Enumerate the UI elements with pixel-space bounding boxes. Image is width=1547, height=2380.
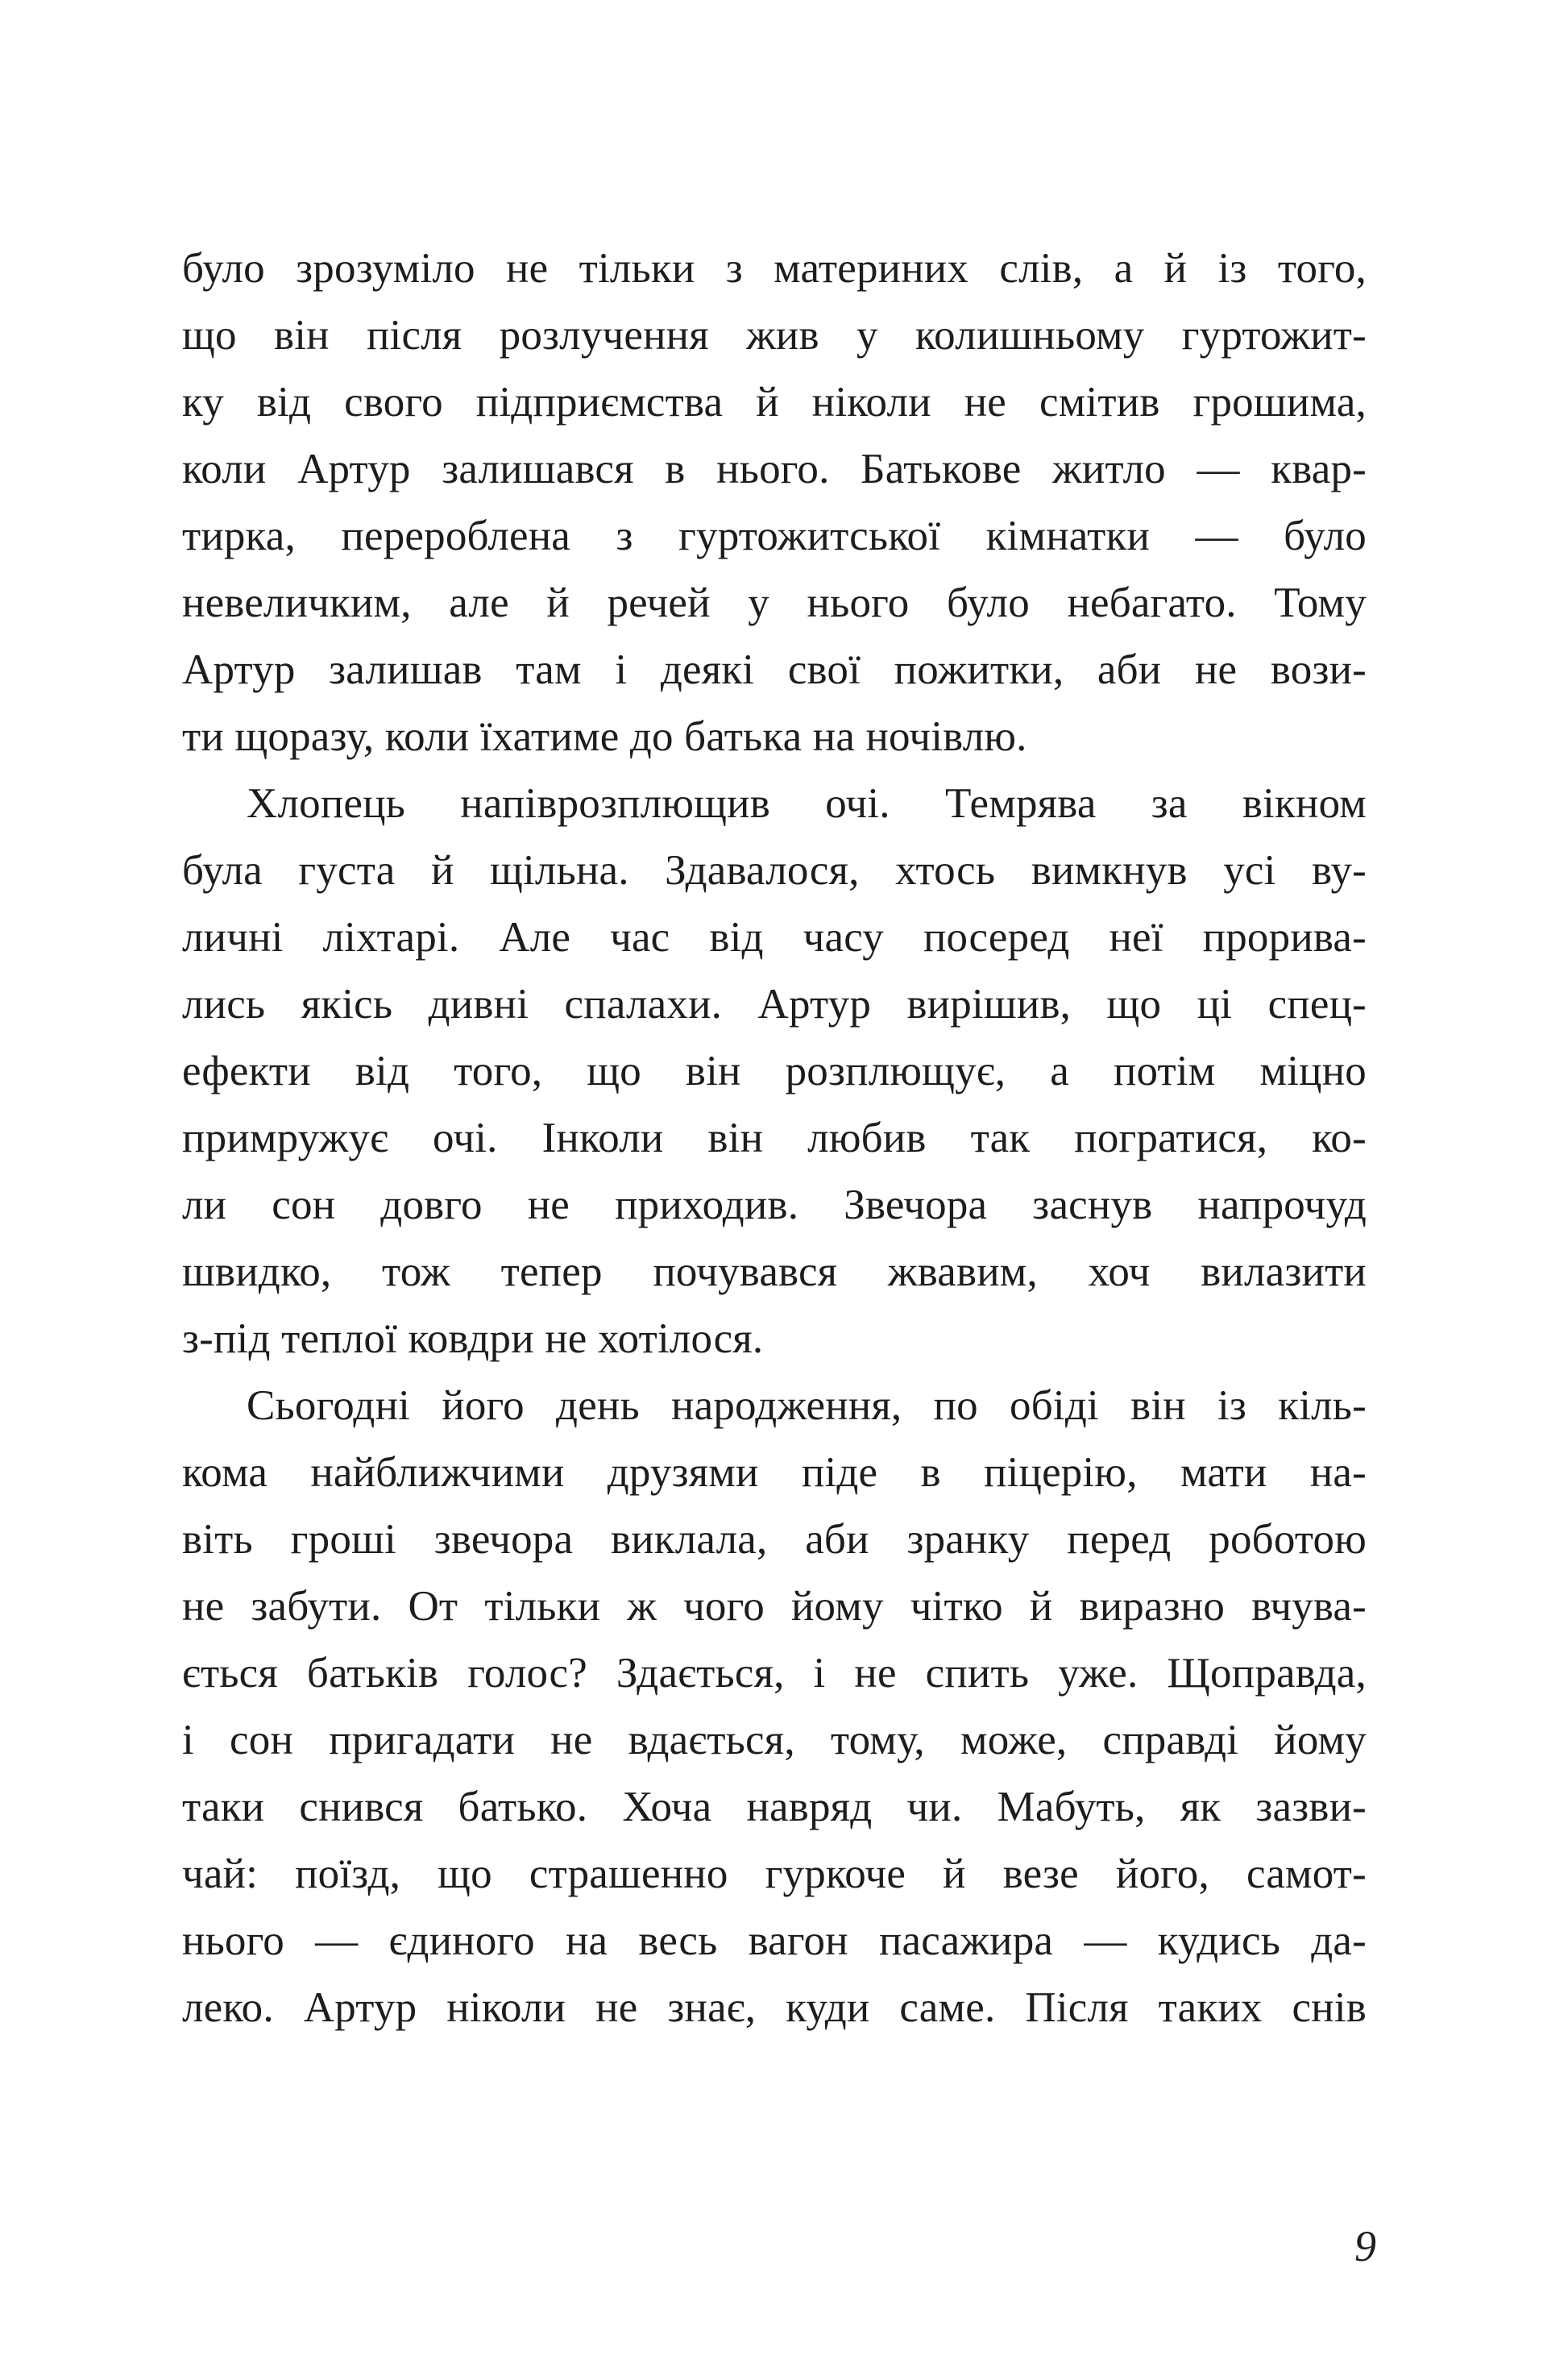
- text-line: що він після розлучення жив у колишньому гуртожит-: [182, 312, 1367, 359]
- paragraph: [182, 235, 1367, 770]
- text-line: і сон пригадати не вдається, тому, може, справді йому: [182, 1717, 1367, 1763]
- text-line: з-під теплої ковдри не хотілося.: [182, 1315, 764, 1362]
- page-number: 9: [1354, 2222, 1376, 2270]
- text-line: кома найближчими друзями піде в піцерію, мати на-: [182, 1449, 1367, 1496]
- text-line: таки снився батько. Хоча навряд чи. Мабуть, як зазви-: [182, 1784, 1367, 1830]
- text-line: Сьогодні його день народження, по обіді він із кіль-: [247, 1382, 1367, 1429]
- text-line: личні ліхтарі. Але час від часу посеред неї прорива-: [182, 914, 1367, 961]
- text-line: було зрозуміло не тільки з материних слів, а й із того,: [182, 245, 1367, 292]
- text-line: Хлопець напіврозплющив очі. Темрява за вікном: [247, 780, 1367, 827]
- paragraph: [182, 770, 1367, 1373]
- text-line: примружує очі. Інколи він любив так погратися, ко-: [182, 1115, 1367, 1161]
- text-line: швидко, тож тепер почувався жвавим, хоч вилазити: [182, 1248, 1367, 1295]
- text-line: віть гроші звечора виклала, аби зранку перед роботою: [182, 1516, 1367, 1563]
- text-line: чай: поїзд, що страшенно гуркоче й везе його, самот-: [182, 1850, 1367, 1897]
- text-line: ється батьків голос? Здається, і не спить уже. Щоправда,: [182, 1650, 1367, 1697]
- text-line: не забути. От тільки ж чого йому чітко й виразно вчува-: [182, 1583, 1367, 1630]
- text-line: леко. Артур ніколи не знає, куди саме. Після таких снів: [182, 1984, 1367, 2031]
- text-line: Артур залишав там і деякі свої пожитки, аби не вози-: [182, 646, 1367, 693]
- text-line: тирка, перероблена з гуртожитської кімнатки — було: [182, 513, 1367, 559]
- text-line: ти щоразу, коли їхатиме до батька на ночівлю.: [182, 713, 1027, 760]
- text-line: невеличким, але й речей у нього було небагато. Тому: [182, 579, 1367, 626]
- text-line: ли сон довго не приходив. Звечора заснув напрочуд: [182, 1182, 1367, 1228]
- text-line: ефекти від того, що він розплющує, а потім міцно: [182, 1048, 1367, 1094]
- paragraph: [182, 1373, 1367, 2041]
- text-line: лись якісь дивні спалахи. Артур вирішив, що ці спец-: [182, 981, 1367, 1028]
- text-line: коли Артур залишався в нього. Батькове житло — квар-: [182, 446, 1367, 492]
- text-line: ку від свого підприємства й ніколи не смітив грошима,: [182, 379, 1367, 426]
- text-line: нього — єдиного на весь вагон пасажира — кудись да-: [182, 1917, 1367, 1964]
- text-block: [182, 235, 1367, 2041]
- text-line: була густа й щільна. Здавалося, хтось вимкнув усі ву-: [182, 847, 1367, 894]
